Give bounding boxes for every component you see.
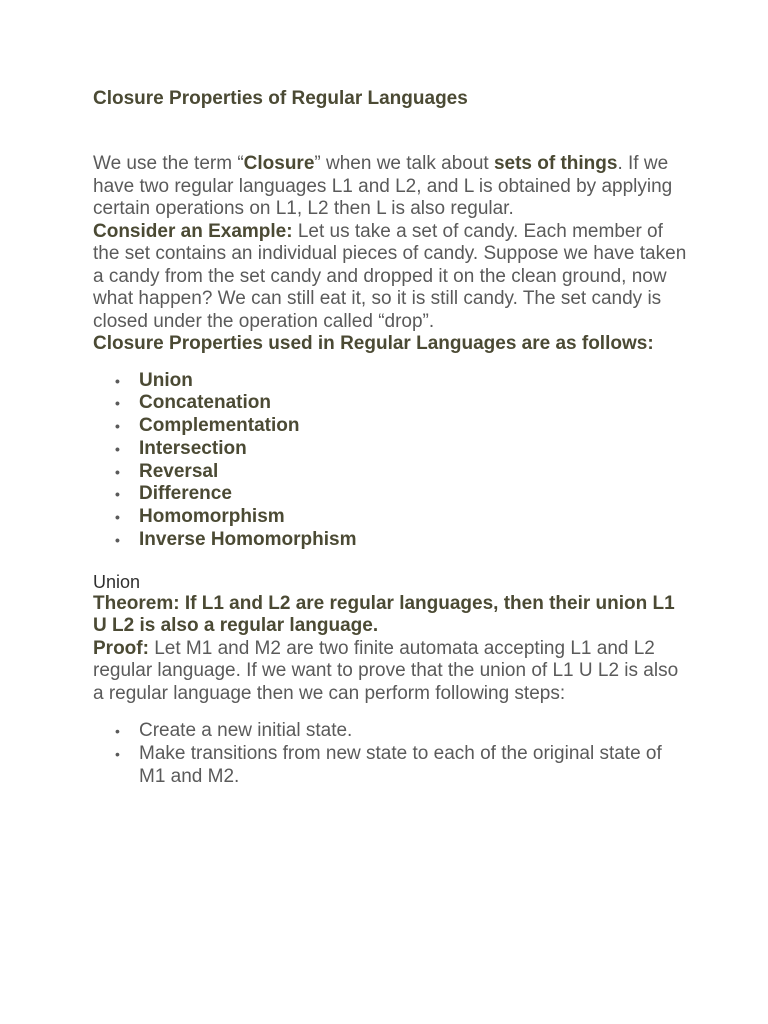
property-intersection: Intersection	[139, 437, 247, 459]
list-item	[93, 720, 693, 743]
proof-text: Let M1 and M2 are two finite automata accepting L1 and L2 regular language. If we want to prove that the union of L1 U L2 is also a regular language then we can perform following steps:	[93, 637, 679, 704]
document-page	[93, 86, 693, 789]
property-union: Union	[139, 369, 193, 391]
bullet-icon: •	[115, 440, 120, 457]
bullet-icon: •	[115, 372, 120, 389]
list-item	[93, 438, 693, 461]
example-text: Let us take a set of candy. Each member of the set contains an individual pieces of candy. Suppose we have taken a candy from the set candy and dropped it on the clean ground, now what happen? We can still eat it, so it is still candy. The set candy is closed under the operation called “drop”.	[93, 220, 687, 332]
property-reversal: Reversal	[139, 460, 219, 482]
union-heading: Union	[93, 571, 141, 592]
proof-label: Proof:	[93, 637, 149, 659]
properties-heading: Closure Properties used in Regular Languages are as follows:	[93, 333, 654, 354]
union-steps-list	[93, 720, 693, 788]
list-item	[93, 506, 693, 529]
intro-closure-term: Closure	[243, 153, 315, 174]
list-item	[93, 415, 693, 438]
step-text: Make transitions from new state to each of the original state of M1 and M2.	[139, 743, 662, 787]
intro-text-b: ” when we talk about	[314, 153, 494, 174]
list-item	[93, 392, 693, 415]
bullet-icon: •	[115, 486, 120, 503]
property-homomorphism: Homomorphism	[139, 506, 285, 528]
example-paragraph	[93, 221, 693, 334]
example-label: Consider an Example:	[93, 220, 293, 242]
intro-sets-term: sets of things	[493, 153, 618, 174]
property-concatenation: Concatenation	[139, 392, 271, 414]
bullet-icon: •	[115, 532, 120, 549]
list-item	[93, 483, 693, 506]
list-item	[93, 370, 693, 393]
bullet-icon: •	[115, 723, 120, 740]
document-title: Closure Properties of Regular Languages	[93, 88, 468, 109]
bullet-icon: •	[115, 418, 120, 435]
bullet-icon: •	[115, 746, 120, 763]
intro-text-a: We use the term “	[93, 153, 244, 174]
intro-paragraph	[93, 153, 693, 221]
list-item	[93, 461, 693, 484]
property-complementation: Complementation	[139, 415, 300, 437]
union-theorem: Theorem: If L1 and L2 are regular languages, then their union L1 U L2 is also a regular language.	[93, 592, 675, 637]
bullet-icon: •	[115, 509, 120, 526]
list-item	[93, 529, 693, 552]
list-item	[93, 743, 693, 789]
intro-text-c: . If we have two regular languages L1 and L2, and L is obtained by applying certain operations on L1, L2 then L is also regular.	[93, 153, 673, 219]
step-text: Create a new initial state.	[139, 720, 353, 742]
bullet-icon: •	[115, 463, 120, 480]
property-inverse-homomorphism: Inverse Homomorphism	[139, 529, 357, 551]
proof-paragraph	[93, 638, 693, 706]
bullet-icon: •	[115, 395, 120, 412]
property-difference: Difference	[139, 483, 232, 505]
properties-list	[93, 370, 693, 552]
